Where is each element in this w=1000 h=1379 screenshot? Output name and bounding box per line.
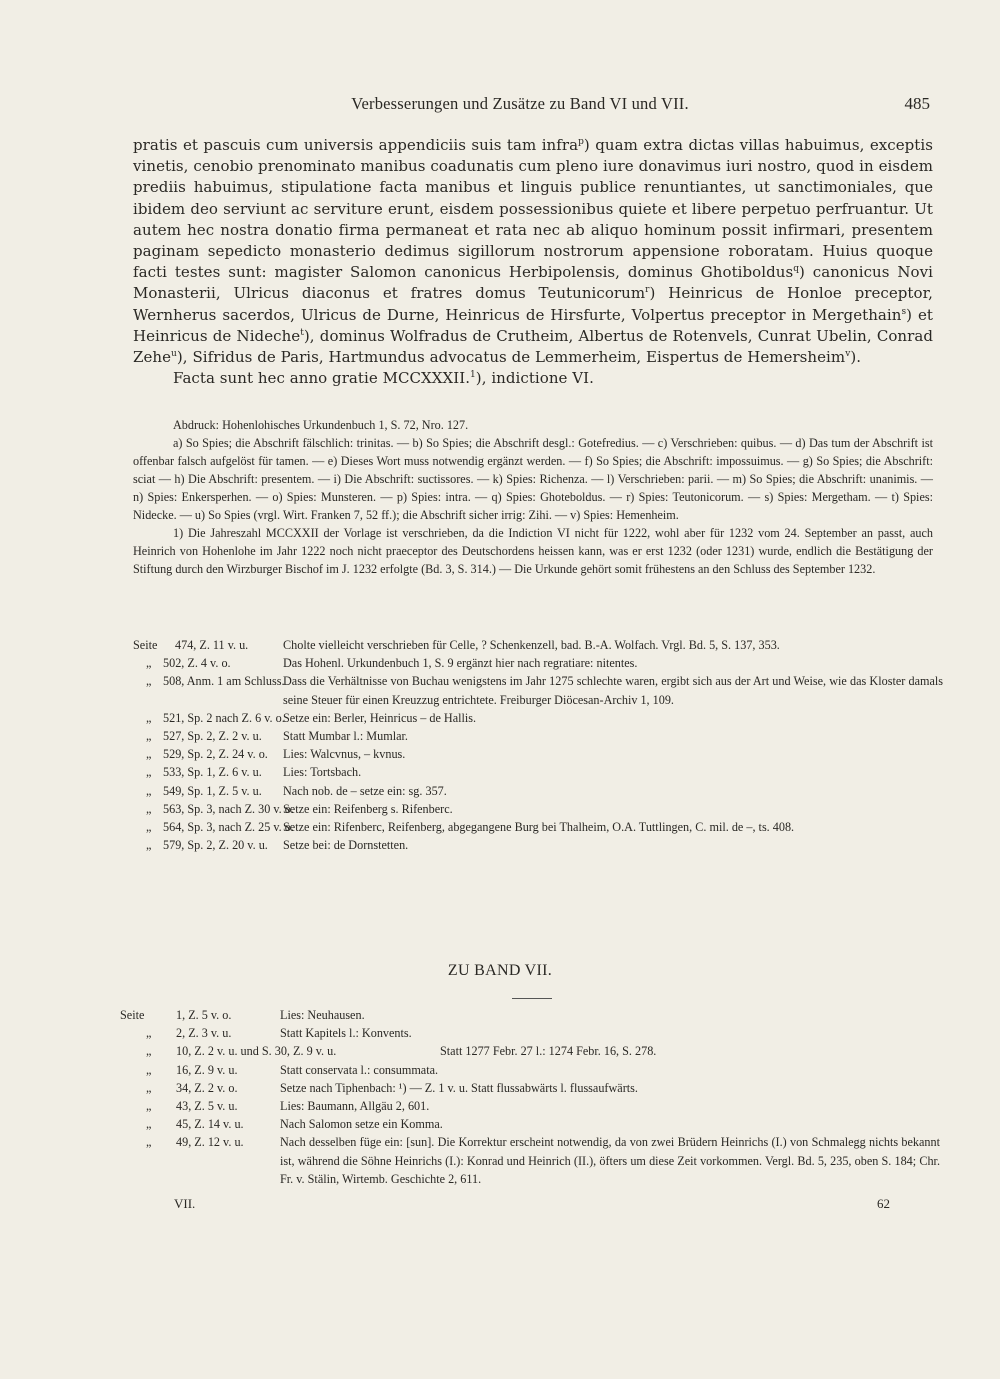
- correction-reference: 563, Sp. 3, nach Z. 30 v. o.: [163, 801, 294, 816]
- correction-text: Setze ein: Berler, Heinricus – de Hallis.: [283, 710, 477, 725]
- correction-row: [120, 1115, 940, 1133]
- correction-marker: „: [146, 1026, 152, 1041]
- correction-row: [133, 763, 943, 781]
- correction-row: [133, 672, 943, 708]
- correction-text: Statt 1277 Febr. 27 l.: 1274 Febr. 16, S. 278.: [440, 1044, 657, 1059]
- corrections-list-vi: [133, 636, 943, 854]
- correction-reference: 45, Z. 14 v. u.: [176, 1117, 244, 1132]
- correction-reference: 10, Z. 2 v. u. und S. 30, Z. 9 v. u.: [176, 1044, 337, 1059]
- correction-marker: „: [146, 710, 152, 725]
- correction-text: Nach desselben füge ein: [sun]. Die Korrektur erscheint notwendig, da von zwei Brüdern Heinrichs (I.) von Schmalegg nichts bekannt ist, während die Söhne Heinrichs (I.): Konrad und Heinrich (II.), öfters um diese Zeit vorkommen. Vergl. Bd. 5, 235, oben S. 184; Chr. Fr. v. Stälin, Wirtemb. Geschichte 2, 611.: [280, 1135, 940, 1186]
- correction-reference: 49, Z. 12 v. u.: [176, 1135, 244, 1150]
- correction-row: [133, 745, 943, 763]
- correction-text: Statt Mumbar l.: Mumlar.: [283, 729, 408, 744]
- variant-notes: a) So Spies; die Abschrift fälschlich: trinitas. — b) So Spies; die Abschrift desgl.: Gotefredius. — c) Verschrieben: quibus. — d) Das tum der Abschrift ist offenbar falsch aufgelöst für tamen. — e) Dieses Wort muss notwendig ergänzt werden. — f) So Spies; die Abschrift: impossuimus. — g) So Spies; die Abschrift: sciat — h) Die Abschrift: presentem. — i) Die Abschrift: suctissores. — k) Spies: Richenza. — l) Verschrieben: parii. — m) So Spies; die Abschrift: unanimis. — n) Spies: Enkersperhen. — o) Spies: Munsteren. — p) Spies: intra. — q) Spies: Ghoteboldus. — r) Spies: Teutonicorum. — s) Spies: Mergetham. — t) Spies: Nidecke. — u) So Spies (vrgl. Wirt. Franken 7, 52 ff.); die Abschrift sicher irrig: Zihi. — v) Spies: Hemenheim.: [133, 436, 933, 522]
- correction-text: Lies: Walcvnus, – kvnus.: [283, 747, 406, 762]
- correction-reference: 529, Sp. 2, Z. 24 v. o.: [163, 747, 268, 762]
- correction-reference: 549, Sp. 1, Z. 5 v. u.: [163, 783, 262, 798]
- charter-text-run: ), Sifridus de Paris, Hartmundus advocatus de Lemmerheim, Eispertus de Hemersheim: [176, 348, 846, 367]
- note-marker: q: [793, 264, 800, 275]
- correction-marker: „: [146, 801, 152, 816]
- correction-reference: 579, Sp. 2, Z. 20 v. u.: [163, 838, 268, 853]
- correction-marker: „: [146, 674, 152, 689]
- correction-marker: „: [146, 1117, 152, 1132]
- correction-row: [120, 1061, 940, 1079]
- correction-row: [133, 818, 943, 836]
- correction-marker: „: [146, 1044, 152, 1059]
- charter-text-run: ).: [850, 348, 862, 367]
- note-marker: v: [845, 349, 851, 360]
- correction-row: [120, 1133, 940, 1188]
- correction-marker: „: [146, 1135, 152, 1150]
- note-marker: u: [171, 349, 177, 360]
- charter-text-run: pratis et pascuis cum universis appendiciis suis tam infra: [133, 136, 579, 154]
- note-marker: r: [645, 285, 650, 296]
- heading-rule: [512, 998, 552, 999]
- correction-reference: 43, Z. 5 v. u.: [176, 1099, 238, 1114]
- correction-marker: „: [146, 747, 152, 762]
- correction-reference: 1, Z. 5 v. o.: [176, 1008, 232, 1022]
- note-marker: t: [300, 327, 304, 338]
- correction-reference: 533, Sp. 1, Z. 6 v. u.: [163, 765, 262, 780]
- correction-reference: 564, Sp. 3, nach Z. 25 v. o.: [163, 820, 294, 835]
- correction-reference: 527, Sp. 2, Z. 2 v. u.: [163, 729, 262, 744]
- correction-text: Setze ein: Rifenberc, Reifenberg, abgegangene Burg bei Thalheim, O.A. Tuttlingen, C. mil. de –, ts. 408.: [283, 820, 795, 835]
- correction-row: [120, 1006, 940, 1024]
- correction-marker: „: [146, 838, 152, 853]
- correction-text: Setze nach Tiphenbach: ¹) — Z. 1 v. u. Statt flussabwärts l. flussaufwärts.: [280, 1080, 638, 1095]
- correction-marker: Seite: [120, 1008, 145, 1022]
- correction-text: Cholte vielleicht verschrieben für Celle, ? Schenkenzell, bad. B.-A. Wolfach. Vrgl. Bd. 5, S. 137, 353.: [283, 638, 780, 652]
- running-header: [0, 94, 1000, 118]
- correction-text: Nach Salomon setze ein Komma.: [280, 1117, 443, 1132]
- correction-reference: 16, Z. 9 v. u.: [176, 1062, 238, 1077]
- correction-reference: 2, Z. 3 v. u.: [176, 1026, 232, 1041]
- footnote-1: 1) Die Jahreszahl MCCXXII der Vorlage ist verschrieben, da die Indiction VI nicht für 1222, wohl aber für 1232 vom 24. September an passt, auch Heinrich von Hohenlohe im Jahr 1222 noch nicht praeceptor des Deutschordens heissen kann, was er erst 1232 (oder 1231) wurde, endlich die Bestätigung der Stiftung durch den Wirzburger Bischof im J. 1232 erfolgte (Bd. 3, S. 314.) — Die Urkunde gehört somit frühestens an den Schluss des September 1232.: [133, 526, 933, 576]
- correction-marker: „: [146, 656, 152, 671]
- correction-reference: 34, Z. 2 v. o.: [176, 1080, 238, 1095]
- correction-text: Lies: Neuhausen.: [280, 1008, 365, 1022]
- correction-text: Setze bei: de Dornstetten.: [283, 838, 409, 853]
- correction-reference: 474, Z. 11 v. u.: [175, 638, 249, 652]
- correction-text: Statt conservata l.: consummata.: [280, 1062, 439, 1077]
- correction-marker: „: [146, 820, 152, 835]
- correction-marker: „: [146, 1099, 152, 1114]
- correction-reference: 502, Z. 4 v. o.: [163, 656, 231, 671]
- charter-text-run: ) canonicus Novi Monasterii, Ulricus diaconus et fratres domus Teutunicorum: [133, 263, 933, 303]
- correction-row: [120, 1079, 940, 1097]
- correction-text: Das Hohenl. Urkundenbuch 1, S. 9 ergänzt hier nach regratiare: nitentes.: [283, 656, 638, 671]
- correction-marker: „: [146, 765, 152, 780]
- correction-row: [120, 1024, 940, 1042]
- correction-text: Lies: Tortsbach.: [283, 765, 362, 780]
- note-marker: s: [901, 306, 907, 317]
- volume-mark: VII.: [174, 1196, 196, 1211]
- correction-text: Nach nob. de – setze ein: sg. 357.: [283, 783, 447, 798]
- correction-row: [133, 727, 943, 745]
- correction-row: [133, 836, 943, 854]
- page-number: 485: [904, 94, 930, 113]
- note-marker: 1: [470, 370, 476, 381]
- correction-row: [120, 1042, 940, 1060]
- sheet-signature: 62: [877, 1196, 890, 1211]
- correction-reference: 508, Anm. 1 am Schluss.: [163, 674, 285, 689]
- correction-marker: Seite: [133, 638, 158, 652]
- charter-text-run: ) Heinricus de Honloe preceptor, Wernherus sacerdos, Ulricus de Durne, Heinricus de Hirsfurte, Volpertus preceptor in Mergethain: [133, 284, 933, 324]
- correction-row: [133, 636, 943, 654]
- charter-text-run: ) quam extra dictas villas habuimus, exceptis vinetis, cenobio prenominato manibus coadunatis cum pleno iure donavimus iuri nostro, quod in eisdem prediis habuimus, stipulatione facta manibus et linguis publice renuntiantes, ut sanctimoniales, que ibidem deo serviunt ac serviture erunt, eisdem possessionibus quiete et libere perpetuo perfruantur. Ut autem hec nostra donatio firma permaneat et rata nec ab aliquo hominum possit infirmari, presentem paginam sepedicto monasterio dedimus sigillorum nostrorum appensione roboratam. Huius quoque facti testes sunt: magister Salomon canonicus Herbipolensis, dominus Ghotiboldus: [133, 136, 933, 282]
- correction-marker: „: [146, 783, 152, 798]
- charter-text: [133, 135, 933, 389]
- correction-text: Dass die Verhältnisse von Buchau wenigstens im Jahr 1275 schlechte waren, ergibt sich aus der Art und Weise, wie das Kloster damals seine Steuer für einen Kreuzzug entrichtete. Freiburger Diöcesan-Archiv 1, 109.: [283, 674, 943, 707]
- correction-row: [120, 1097, 940, 1115]
- note-marker: p: [578, 137, 584, 147]
- abdruck-note: Abdruck: Hohenlohisches Urkundenbuch 1, S. 72, Nro. 127.: [173, 418, 469, 432]
- apparatus-notes: [133, 416, 933, 578]
- correction-marker: „: [146, 729, 152, 744]
- correction-text: Statt Kapitels l.: Konvents.: [280, 1026, 412, 1041]
- correction-marker: „: [146, 1062, 152, 1077]
- correction-text: Setze ein: Reifenberg s. Rifenberc.: [283, 801, 453, 816]
- charter-text-run: ) et Heinricus de Nideche: [133, 305, 933, 345]
- charter-text-run: ), dominus Wolfradus de Crutheim, Albertus de Rotenvels, Cunrat Ubelin, Conrad Zehe: [133, 326, 934, 367]
- correction-marker: „: [146, 1080, 152, 1095]
- corrections-list-vii: [120, 1006, 940, 1188]
- dating-clause: Facta sunt hec anno gratie MCCXXXII.$^1$), indictione VI.: [173, 369, 594, 388]
- correction-row: [133, 654, 943, 672]
- running-title: Verbesserungen und Zusätze zu Band VI und VII.: [351, 94, 689, 113]
- correction-row: [133, 709, 943, 727]
- correction-row: [133, 800, 943, 818]
- correction-reference: 521, Sp. 2 nach Z. 6 v. o.: [163, 710, 285, 725]
- correction-text: Lies: Baumann, Allgäu 2, 601.: [280, 1099, 430, 1114]
- section-heading: ZU BAND VII.: [447, 962, 553, 979]
- charter-paragraph: [133, 135, 933, 368]
- correction-row: [133, 782, 943, 800]
